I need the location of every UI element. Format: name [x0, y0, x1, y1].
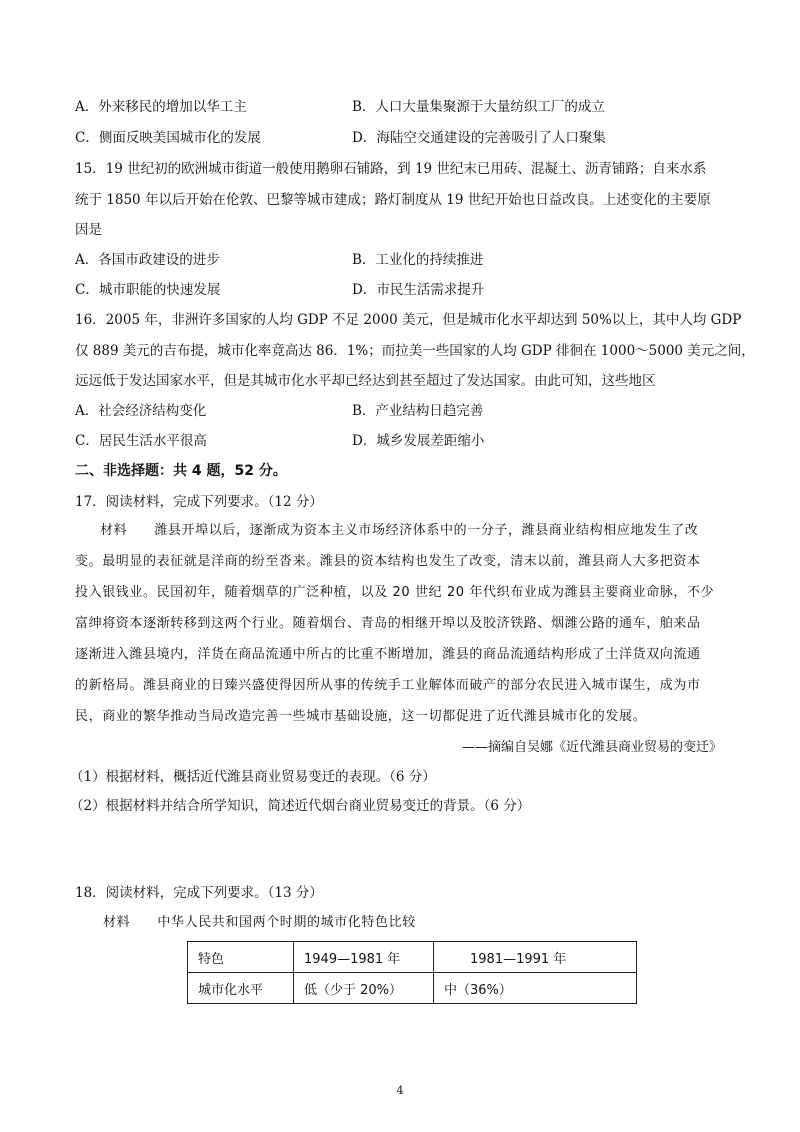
q16-option-b: B．产业结构日趋完善 — [352, 403, 484, 419]
q14-option-d: D．海陆空交通建设的完善吸引了人口聚集 — [352, 130, 606, 146]
urbanization-comparison-table — [187, 941, 637, 1004]
table-header-cell: 特色 — [188, 942, 294, 973]
table-header-cell: 1981—1991 年 — [434, 942, 637, 973]
table-header-row — [188, 942, 637, 973]
page-number: 4 — [396, 1084, 404, 1097]
table-cell: 低（少于 20%） — [294, 973, 434, 1004]
q15-stem-line3: 因是 — [75, 222, 102, 238]
q17-material-line: 投入银钱业。民国初年，随着烟草的广泛种植，以及 20 世纪 20 年代织布业成为潍县主要商业命脉，不少 — [75, 585, 715, 600]
q17-stem: 17．阅读材料，完成下列要求。（12 分） — [75, 494, 323, 510]
q17-material-line: 变。最明显的表征就是洋商的纷至沓来。潍县的资本结构也发生了改变，清末以前，潍县商人大多把资本 — [75, 554, 701, 569]
q15-option-b: B．工业化的持续推进 — [352, 252, 484, 268]
q16-option-d: D．城乡发展差距缩小 — [352, 433, 485, 449]
table-cell: 中（36%） — [434, 973, 637, 1004]
q16-stem-line1: 16．2005 年，非洲许多国家的人均 GDP 不足 2000 美元，但是城市化水平却达到 50%以上，其中人均 GDP — [75, 312, 742, 328]
q18-material-title: 材料 中华人民共和国两个时期的城市化特色比较 — [103, 915, 416, 930]
q17-material-line: 材料 潍县开埠以后，逐渐成为资本主义市场经济体系中的一分子，潍县商业结构相应地发生了改 — [100, 523, 699, 538]
q16-option-c: C．居民生活水平很高 — [75, 433, 207, 449]
q14-option-b: B．人口大量集聚源于大量纺织工厂的成立 — [352, 99, 605, 115]
q16-stem-line2: 仅 889 美元的吉布提，城市化率竟高达 86．1%；而拉美一些国家的人均 GDP 徘徊在 1000～5000 美元之间， — [75, 343, 755, 359]
q14-option-c: C．侧面反映美国城市化的发展 — [75, 130, 261, 146]
table-cell: 城市化水平 — [188, 973, 294, 1004]
q16-stem-line3: 远远低于发达国家水平，但是其城市化水平却已经达到甚至超过了发达国家。由此可知，这些地区 — [75, 373, 656, 389]
q15-option-d: D．市民生活需求提升 — [352, 282, 485, 298]
q18-stem: 18．阅读材料，完成下列要求。（13 分） — [75, 885, 323, 901]
q15-option-a: A．各国市政建设的进步 — [75, 252, 220, 268]
q17-material-line: 逐渐进入潍县境内，洋货在商品流通中所占的比重不断增加，潍县的商品流通结构形成了土洋货双向流通 — [75, 647, 701, 662]
table-row — [188, 973, 637, 1004]
q17-sub-question-1: （1）根据材料，概括近代潍县商业贸易变迁的表现。（6 分） — [70, 769, 436, 785]
q15-stem-line2: 统于 1850 年以后开始在伦敦、巴黎等城市建成；路灯制度从 19 世纪开始也日益改良。上述变化的主要原 — [75, 192, 711, 208]
q15-stem-line1: 15．19 世纪初的欧洲城市街道一般使用鹅卵石铺路，到 19 世纪末已用砖、混凝土、沥青铺路；自来水系 — [75, 161, 707, 177]
q17-material-line: 的新格局。潍县商业的日臻兴盛使得因所从事的传统手工业解体而破产的部分农民进入城市谋生，成为市 — [75, 678, 701, 693]
section2-heading: 二、非选择题：共 4 题，52 分。 — [75, 463, 287, 479]
q17-material-line: 民，商业的繁华推动当局改造完善一些城市基础设施，这一切都促进了近代潍县城市化的发展。 — [75, 709, 647, 724]
table-header-cell: 1949—1981 年 — [294, 942, 434, 973]
q17-source-citation: ——摘编自吴娜《近代潍县商业贸易的变迁》 — [461, 740, 722, 755]
q15-option-c: C．城市职能的快速发展 — [75, 282, 221, 298]
q16-option-a: A．社会经济结构变化 — [75, 403, 207, 419]
q14-option-a: A．外来移民的增加以华工主 — [75, 99, 247, 115]
q17-material-line: 富绅将资本逐渐转移到这两个行业。随着烟台、青岛的相继开埠以及胶济铁路、烟潍公路的通车，舶来品 — [75, 616, 701, 631]
q17-sub-question-2: （2）根据材料并结合所学知识，简述近代烟台商业贸易变迁的背景。（6 分） — [70, 798, 531, 814]
